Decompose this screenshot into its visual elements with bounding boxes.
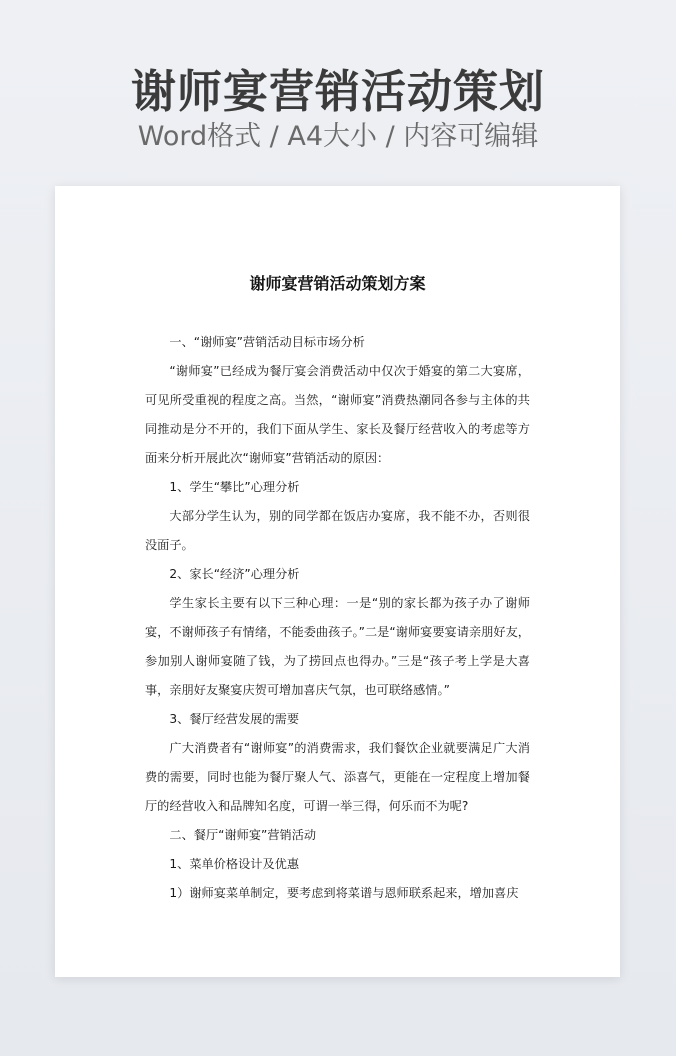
- body-paragraph: 1）谢师宴菜单制定，要考虑到将菜谱与恩师联系起来，增加喜庆: [169, 886, 519, 900]
- banner-title: 谢师宴营销活动策划: [130, 65, 545, 118]
- subsection-heading-1: 1、学生“攀比”心理分析: [169, 480, 300, 494]
- subsection-heading-4: 1、菜单价格设计及优惠: [169, 857, 300, 871]
- body-paragraph: 广大消费者有“谢师宴”的消费需求，我们餐饮企业就要满足广大消费的需要，同时也能为餐厅聚人气、添喜气，更能在一定程度上增加餐厅的经营收入和品牌知名度，可谓一举三得，何乐而不为呢?: [145, 741, 530, 813]
- subsection-heading-3: 3、餐厅经营发展的需要: [169, 712, 300, 726]
- body-paragraph: 学生家长主要有以下三种心理：一是“别的家长都为孩子办了谢师宴，不谢师孩子有情绪，不能委曲孩子。”二是“谢师宴要宴请亲朋好友，参加别人谢师宴随了钱，为了捞回点也得办。”三是“孩子考上学是大喜事，亲朋好友聚宴庆贺可增加喜庆气氛，也可联络感情。”: [145, 596, 530, 697]
- document-title: 谢师宴营销活动策划方案: [249, 274, 426, 293]
- document-page: [55, 186, 620, 977]
- banner-subtitle: Word格式 / A4大小 / 内容可编辑: [137, 121, 539, 152]
- document-body: [145, 328, 530, 908]
- section-heading-2: 二、餐厅“谢师宴”营销活动: [169, 828, 317, 842]
- banner: [0, 0, 676, 186]
- section-heading-1: 一、“谢师宴”营销活动目标市场分析: [169, 335, 365, 349]
- subsection-heading-2: 2、家长“经济”心理分析: [169, 567, 300, 581]
- body-paragraph: “谢师宴”已经成为餐厅宴会消费活动中仅次于婚宴的第二大宴席，可见所受重视的程度之高。当然，“谢师宴”消费热潮同各参与主体的共同推动是分不开的，我们下面从学生、家长及餐厅经营收入的考虑等方面来分析开展此次“谢师宴”营销活动的原因：: [145, 364, 530, 465]
- body-paragraph: 大部分学生认为，别的同学都在饭店办宴席，我不能不办，否则很没面子。: [145, 509, 530, 552]
